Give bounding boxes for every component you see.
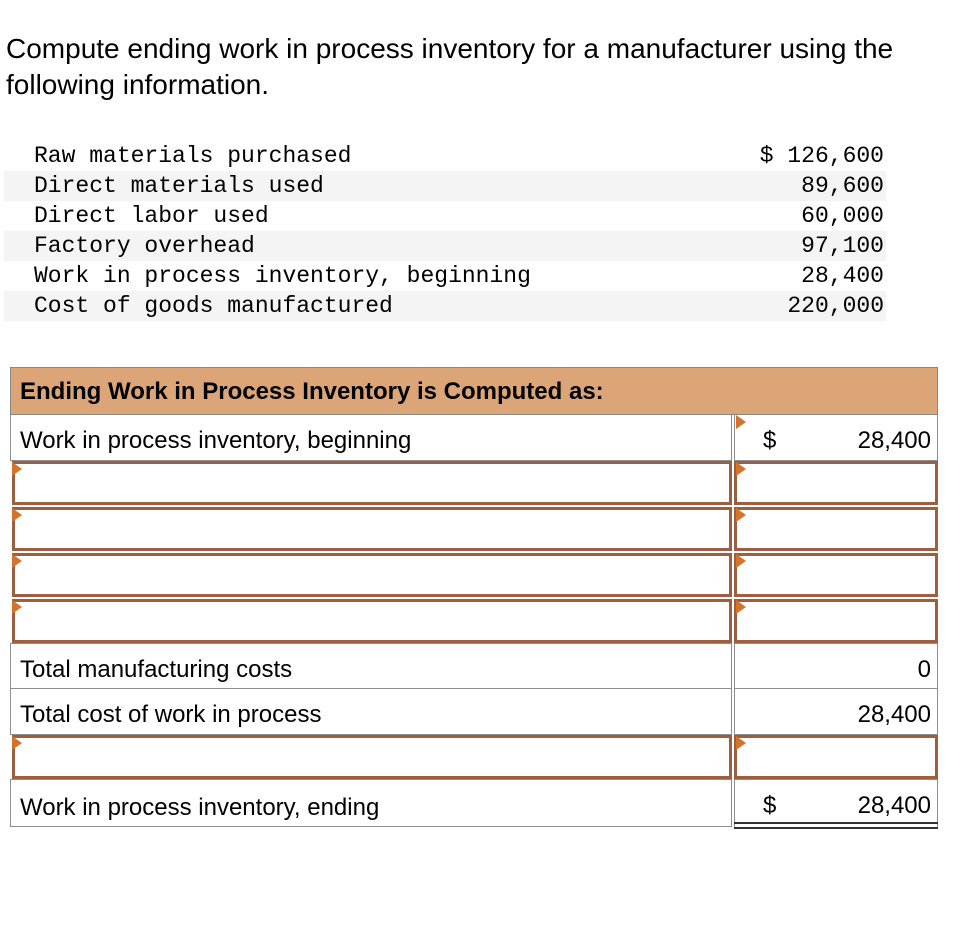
total-cost-wip-label: Total cost of work in process [20,701,322,728]
ending-row [10,779,938,827]
label-input[interactable] [12,461,732,505]
deduct-amount-input[interactable] [734,735,938,779]
info-value: 97,100 [716,231,886,261]
label-input[interactable] [12,599,732,643]
double-underline [734,822,938,824]
worksheet-header [10,367,938,415]
info-label: Cost of goods manufactured [4,291,716,321]
currency-symbol: $ [763,427,777,454]
marker-icon [736,462,746,476]
total-manufacturing-costs-value: 0 [917,656,931,683]
info-row [4,231,886,261]
info-value: $ 126,600 [759,143,884,169]
amount-input[interactable] [734,461,938,505]
marker-icon [736,415,746,429]
marker-icon [12,508,22,522]
total-cost-wip-value: 28,400 [857,701,931,728]
info-label: Direct labor used [34,203,269,229]
worksheet-title: Ending Work in Process Inventory is Computed as: [20,378,604,405]
marker-icon [12,462,22,476]
marker-icon [736,736,746,750]
amount-input[interactable] [734,553,938,597]
info-label: Direct materials used [4,171,716,201]
marker-icon [12,554,22,568]
ending-label: Work in process inventory, ending [20,794,380,821]
currency-symbol: $ [763,792,777,819]
total-manufacturing-costs-row [10,643,938,689]
beginning-row [10,415,938,461]
marker-icon [736,508,746,522]
total-cost-wip-row [10,689,938,735]
info-value: 28,400 [801,263,884,289]
info-row [4,291,886,321]
info-row [4,201,886,231]
input-row [10,507,938,551]
label-input[interactable] [12,553,732,597]
input-row [10,461,938,505]
question-text: Compute ending work in process inventory for a manufacturer using the following information. [6,33,894,100]
wip-worksheet [10,367,938,829]
double-underline [734,827,938,829]
label-input[interactable] [12,507,732,551]
info-value: 60,000 [801,203,884,229]
marker-icon [736,600,746,614]
info-label: Raw materials purchased [34,143,352,169]
marker-icon [12,600,22,614]
info-value: 89,600 [716,171,886,201]
amount-input[interactable] [734,599,938,643]
info-label: Factory overhead [4,231,716,261]
amount-input[interactable] [734,507,938,551]
info-value: 220,000 [716,291,886,321]
beginning-value: 28,400 [857,427,931,454]
marker-icon [12,736,22,750]
info-row [4,171,886,201]
deduct-label-input[interactable] [12,735,732,779]
marker-icon [736,554,746,568]
info-label: Work in process inventory, beginning [34,263,531,289]
total-manufacturing-costs-label: Total manufacturing costs [20,656,293,683]
deduct-input-row [10,735,938,779]
input-row [10,599,938,643]
beginning-label: Work in process inventory, beginning [20,427,412,454]
info-row [4,261,886,291]
info-row [4,141,886,171]
input-row [10,553,938,597]
info-table [4,141,886,321]
ending-value: 28,400 [857,792,931,819]
